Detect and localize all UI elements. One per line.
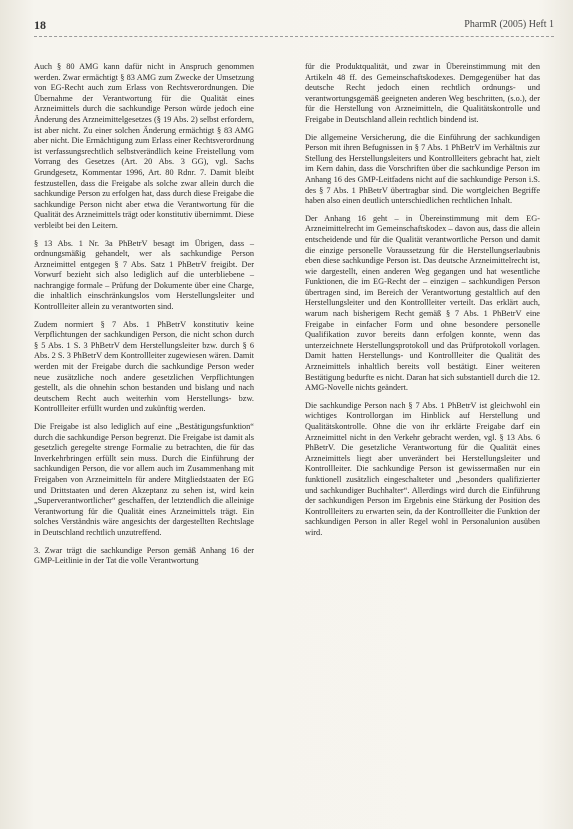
- paragraph: Der Anhang 16 geht – in Übereinstimmung mit dem EG-Arzneimittelrecht im Gemeinschaftskodex – davon aus, dass die allein entscheidende und für die Qualität verantwortliche Person und damit die einzige personelle Voraussetzung für die Herstellungserlaubnis eben diese sachkundige Person ist. Das deutsche Arzneimittelrecht ist, wie dargestellt, einen anderen Weg gegangen und hat wesentliche Funktionen, die im EG-Recht der – einzigen – sachkundigen Person übertragen sind, im Bereich der Verantwortung gestaltlich auf den Herstellungsleiter und den Kontrollleiter verteilt. Das erklärt auch, warum nach bisherigem Recht gemäß § 7 Abs. 1 PhBetrV eine Freigabe in einfacher Form und ohne besondere personelle Qualifikation zuvor bereits dann erfolgen konnte, wenn das unterzeichnete Herstellungsprotokoll und das Prüfprotokoll vorlagen. Damit hatten Herstellungs- und Kontrollleiter die Qualität des Arzneimittels inhaltlich bereits voll bestätigt. Einer weiteren Bestätigung bedurfte es nicht. Daran hat sich substantiell durch die 12. AMG-Novelle nichts geändert.: [305, 213, 540, 393]
- paragraph: Zudem normiert § 7 Abs. 1 PhBetrV konstitutiv keine Verpflichtungen der sachkundigen Person, die nicht schon durch § 5 Abs. 1 S. 3 PhBetrV dem Herstellungsleiter bzw. durch § 6 Abs. 2 S. 3 PhBetrV dem Kontrollleiter zugewiesen wären. Damit werden mit der Freigabe durch die sachkundige Person weder neue zusätzliche noch andere gesetzlichen Verpflichtungen gestellt, als die ohnehin schon bestanden und bislang und nach deutschem Recht auch weiterhin vom Herstellungs- bzw. Kontrollleiter erfüllt wurden und zukünftig werden.: [34, 319, 254, 414]
- left-column: [34, 62, 254, 574]
- paragraph: § 13 Abs. 1 Nr. 3a PhBetrV besagt im Übrigen, dass – ordnungsmäßig gehandelt, wer als sachkundige Person Arzneimittel entgegen § 7 Abs. Satz 1 PhBetrV freigibt. Der Vorwurf bezieht sich also lediglich auf die unterbliebene – nachrangige formale – Prüfung der Dokumente über eine Charge, die inhaltlich einschränkungslos vom Herstellungsleiter und Kontrollleiter allein zu verantworten sind.: [34, 238, 254, 312]
- paragraph: Die allgemeine Versicherung, die die Einführung der sachkundigen Person mit ihren Befugnissen in § 7 Abs. 1 PhBetrV im Verhältnis zur Stellung des Herstellungsleiters und Kontrollleiters gebracht hat, zielt im Kern dahin, dass die Vorschriften über die sachkundige Person im Anhang 16 des GMP-Leitfadens nicht auf die sachkundige Person i.S. des § 7 Abs. 1 PhBetrV übertragbar sind. Die wortgleichen Begriffe haben also einen deutlich unterschiedlichen rechtlichen Inhalt.: [305, 132, 540, 206]
- page-header: [34, 18, 554, 38]
- paragraph: für die Produktqualität, und zwar in Übereinstimmung mit den Artikeln 48 ff. des Gemeinschaftskodexes. Demgegenüber hat das deutsche Recht jedoch einen rechtlich ordnungs- und verantwortungsgemäß geeigneten anderen Weg beschritten, (s.o.), der für die Herstellung von Arzneimitteln, die Qualitätskontrolle und Freigabe in Deutschland allein rechtlich bindend ist.: [305, 62, 540, 124]
- journal-reference: PharmR (2005) Heft 1: [464, 19, 554, 30]
- paragraph: Auch § 80 AMG kann dafür nicht in Anspruch genommen werden. Zwar ermächtigt § 83 AMG zum Zwecke der Umsetzung von EG-Recht auch zum Erlass von Rechtsverordnungen. Die Übernahme der Verantwortung für die Qualität eines Arzneimittels durch die sachkundige Person würde jedoch eine Änderung des Arzneimittelgesetzes (§ 19 Abs. 2) selbst erfordern, ist aber nicht. Zu einer solchen Änderung ermächtigt § 83 AMG aber nicht. Die Ermächtigung zum Erlass einer Rechtsverordnung ist verfassungsrechtlich selbstverändlich keine Freistellung vom Vorrang des Gesetzes (Art. 20 Abs. 3 GG), vgl. Sachs Grundgesetz, Kommentar 1996, Art. 80 Rdnr. 7. Damit bleibt festzustellen, dass die Freigabe als solche zwar allein durch die sachkundige Person zu erfolgen hat, dass durch diese Freigabe die sachkundige Person nicht aber etwa die Verantwortung für die Qualität des Arzneimittels trägt oder konstitutiv übernimmt. Diese verbleibt bei den Leitern.: [34, 62, 254, 230]
- right-column: [305, 62, 540, 546]
- paragraph: 3. Zwar trägt die sachkundige Person gemäß Anhang 16 der GMP-Leitlinie in der Tat die volle Verantwortung: [34, 545, 254, 566]
- header-divider: [34, 36, 554, 37]
- paragraph: Die Freigabe ist also lediglich auf eine „Bestätigungsfunktion“ durch die sachkundige Person begrenzt. Die Freigabe ist damit als gesetzlich geregelte strenge Formalie zu betrachten, die für das Inverkehrbringen erfüllt sein muss. Durch die Einführung der sachkundigen Person, die vor allem auch im Zusammenhang mit Freigaben von Arzneimitteln für andere Mitgliedstaaten der EG und Drittstaaten und deren Akzeptanz zu sehen ist, wird kein „Superverantwortlicher“ geschaffen, der letztendlich die alleinige Verantwortung für die Qualität eines Arzneimittels trägt. Ein solches Verständnis wäre angesichts der dargestellten Rechtslage in Deutschland rechtlich unzutreffend.: [34, 422, 254, 537]
- paragraph: Die sachkundige Person nach § 7 Abs. 1 PhBetrV ist gleichwohl ein wichtiges Kontrollorgan im Hinblick auf Herstellung und Qualitätskontrolle. Ohne die von ihr erklärte Freigabe darf ein Arzneimittel nicht in den Verkehr gebracht werden, vgl. § 13 Abs. 6 PhBetrV. Die gesetzliche Verantwortung für die Qualität eines Arzneimittels liegt aber unverändert bei Herstellungsleiter und Kontrollleiter. Die sachkundige Person ist gewissermaßen nur ein funktionell zusätzlich eingeschalteter und „besonders qualifizierter und sachkundiger Buchhalter“. Allerdings wird durch die Einführung der sachkundigen Person im Ergebnis eine Stärkung der Position des Kontrollleiters zu erwarten sein, da der Kontrollleiter die Funktion der sachkundigen Person in aller Regel wohl in Personalunion ausüben wird.: [305, 400, 540, 537]
- page-number: 18: [34, 18, 46, 32]
